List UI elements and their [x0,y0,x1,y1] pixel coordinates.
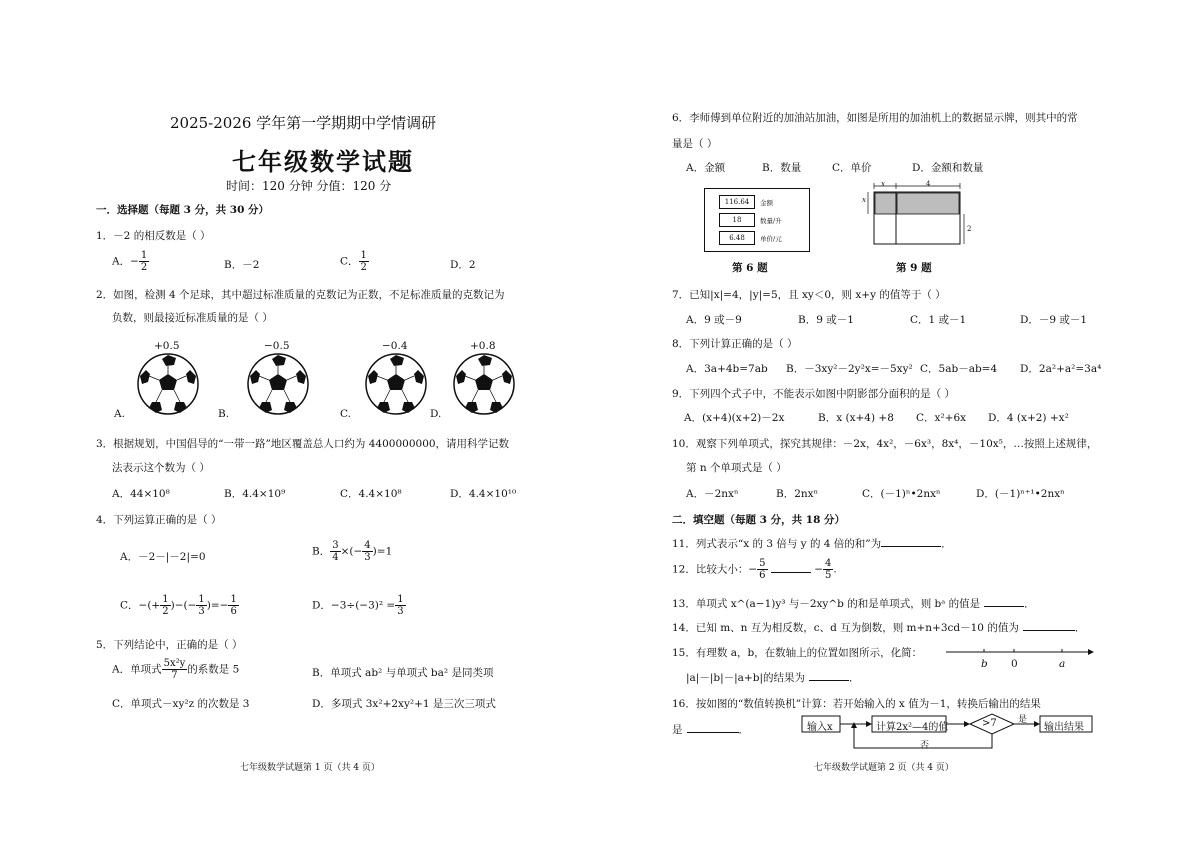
q4-b-mid: ×(− [340,545,363,558]
exam-meta: 时间：120 分钟 分值：120 分 [226,179,392,193]
pump-value-label: 数量/升 [760,216,782,225]
q12-end: . [833,563,837,576]
q4-d-frac [395,594,405,617]
q4-c-frac3 [228,594,238,617]
q6-option-c: C．单价 [832,162,872,174]
q5-a-frac [162,658,188,681]
question-12 [672,558,837,581]
exam-header: 2025-2026 学年第一学期期中学情调研 [170,114,437,132]
q4-option-d [312,594,406,617]
q5-option-c: C．单项式－xy²z 的次数是 3 [112,698,250,710]
fig9-left-x: x [862,196,866,204]
q1-c-fraction [359,250,369,273]
number-line-figure [944,646,1094,666]
pump-display-row [719,231,782,245]
q1-a-minus: − [130,255,139,268]
pump-value-box: 6.48 [719,231,755,245]
ball-option-letter: C. [340,408,351,420]
q1-a-letter: A． [112,255,131,268]
q11-end: ． [941,538,952,550]
frac-num: 1 [198,594,205,605]
answer-blank-14[interactable] [1023,620,1075,631]
pump-value-label: 金额 [760,198,773,207]
frac-den: 4 [332,552,339,563]
q5-option-d: D．多项式 3x²+2xy²+1 是三次三项式 [312,698,496,710]
q8-option-d: D．2a²+a²=3a⁴ [1020,363,1102,375]
q4-b-letter: B． [312,545,331,558]
frac-den: 6 [759,570,766,581]
ball-value-label: +0.8 [470,340,496,352]
q4-c-frac2 [196,594,206,617]
axis-label-b: b [981,658,988,670]
q9-option-d: D．4 (x+2) +x² [988,412,1069,424]
q1-option-b: B．－2 [224,259,260,271]
q11-stem: 11．列式表示“x 的 3 倍与 y 的 4 倍的和”为 [672,538,882,550]
pump-display-row [719,213,782,227]
figure-6-caption: 第 6 题 [732,262,768,274]
soccer-ball-icon [452,352,516,416]
q7-option-a: A．9 或－9 [686,314,742,326]
frac-den: 2 [140,262,148,273]
q12-mid: − [814,563,824,576]
figure-9-rectangle [858,180,968,250]
frac-num: 1 [140,250,148,261]
answer-blank-12[interactable] [771,562,811,573]
pump-value-label: 单价/元 [760,234,782,243]
q16-end: ． [738,724,749,736]
ball-option-letter: B. [218,408,230,420]
q12-prefix: 12．比较大小：− [672,563,758,576]
question-8-stem: 8．下列计算正确的是（ ） [672,338,798,350]
q8-option-c: C．5ab－ab=4 [920,363,998,375]
q3-option-b: B．4.4×10⁹ [224,488,286,500]
section-heading-choice: 一．选择题（每题 3 分，共 30 分） [96,204,270,216]
section-heading-fill: 二．填空题（每题 3 分，共 18 分） [672,514,846,526]
question-16-stem-line1: 16．按如图的“数值转换机”计算：若开始输入的 x 值为－1，转换后输出的结果 [672,698,1041,710]
frac-num: 4 [364,540,371,551]
q5-a-end: 的系数是 5 [187,663,240,676]
page-footer: 七年级数学试题第 1 页（共 4 页） [240,763,380,773]
q5-option-a [112,658,239,681]
q4-c-frac1 [160,594,170,617]
q3-option-a: A．44×10⁸ [112,488,170,500]
q4-b-frac1 [330,540,340,563]
q10-option-c: C．(－1)ⁿ•2nxⁿ [862,488,941,500]
frac-den: 2 [360,262,367,273]
q4-b-end: )=1 [372,545,393,558]
pump-value-box: 18 [719,213,755,227]
q16-stem2: 是 [672,724,683,736]
frac-den: 5 [825,570,832,581]
frac-den: 7 [171,670,178,681]
page-2 [600,0,1200,848]
q1-option-c [340,250,369,273]
soccer-ball-icon [136,352,200,416]
arrow-head-icon [1088,649,1094,655]
answer-blank-15[interactable] [809,670,849,681]
arrow-head-icon [1034,721,1040,727]
pump-display-row [719,195,773,209]
q4-c-end: )=− [206,599,229,612]
ball-value-label: −0.5 [264,340,290,352]
fig9-top-4: 4 [926,180,931,188]
q6-option-a: A．金额 [686,162,726,174]
question-6-stem-line2: 量是（ ） [672,138,718,150]
q10-option-b: B．2nxⁿ [776,488,819,500]
q3-option-c: C．4.4×10⁸ [340,488,402,500]
frac-num: 5x²y [163,658,186,669]
q8-option-a: A．3a+4b=7ab [686,363,768,375]
pump-value-box: 116.64 [719,195,755,209]
frac-num: 3 [332,540,339,551]
question-10-stem-line1: 10．观察下列单项式，探究其规律：－2x，4x²，－6x³，8x⁴，－10x⁵，…按照上述规律， [672,438,1098,450]
answer-blank-13[interactable] [984,596,1024,607]
q4-d-prefix: D．−3÷(−3)² = [312,599,396,612]
question-3-stem-line1: 3．根据规划，中国倡导的“一带一路”地区覆盖总人口约为 4400000000，请用科学记数 [96,438,510,450]
q1-a-fraction [139,250,149,273]
q9-option-c: C．x²+6x [916,412,967,424]
flow-input-label: 输入x [807,722,833,733]
q6-option-d: D．金额和数量 [912,162,984,174]
figure-9-caption: 第 9 题 [896,262,932,274]
arrow-head-icon [866,721,872,727]
ball-value-label: +0.5 [154,340,180,352]
axis-label-a: a [1059,658,1066,670]
frac-num: 1 [360,250,367,261]
ball-option-letter: D. [430,408,442,420]
q14-stem: 14．已知 m、n 互为相反数，c、d 互为倒数，则 m+n+3cd－10 的值为 [672,622,1019,634]
question-7-stem: 7．已知|x|=4，|y|=5，且 xy＜0，则 x+y 的值等于（ ） [672,289,946,301]
q5-a-prefix: A．单项式 [112,663,162,676]
frac-den: 3 [198,606,205,617]
q7-option-d: D．－9 或－1 [1020,314,1088,326]
arrow-head-icon [851,722,857,728]
q7-option-c: C．1 或－1 [910,314,967,326]
frac-num: 5 [759,558,766,569]
question-6-stem-line1: 6．李师傅到单位附近的加油站加油，如图是所用的加油机上的数据显示牌，则其中的常 [672,112,1078,124]
question-15-line2 [686,670,860,685]
answer-blank-11[interactable] [881,536,941,547]
ball-value-label: −0.4 [382,340,408,352]
question-3-stem-line2: 法表示这个数为（ ） [112,462,210,474]
flow-yes-label: 是 [1018,715,1028,725]
q9-option-a: A．(x+4)(x+2)－2x [684,412,785,424]
q4-option-c [120,594,239,617]
q14-end: ． [1074,622,1086,634]
q8-option-b: B．－3xy²－2y²x=－5xy² [786,363,913,375]
q15-stem2: |a|－|b|－|a+b|的结果为 [686,672,805,684]
q12-frac1 [757,558,767,581]
frac-den: 2 [162,606,169,617]
soccer-ball-icon [364,352,428,416]
q1-c-letter: C． [340,255,359,268]
page-title: 七年级数学试题 [232,147,414,176]
question-2-stem-line2: 负数，则最接近标准质量的是（ ） [112,312,273,324]
flow-cond-label: >7 [982,718,997,729]
q12-frac2 [823,558,833,581]
q13-end: ． [1024,598,1035,610]
q4-c-prefix: C．−(+ [120,599,161,612]
fig9-right-2: 2 [967,225,972,233]
ball-option-letter: A. [114,408,125,420]
q4-b-frac2 [362,540,372,563]
q7-option-b: B．9 或－1 [798,314,854,326]
q5-option-b: B．单项式 ab² 与单项式 ba² 是同类项 [312,667,494,679]
question-16-line2 [672,722,749,737]
frac-num: 4 [825,558,832,569]
q9-option-b: B．x (x+4) +8 [818,412,894,424]
shaded-square [875,193,896,214]
q13-stem: 13．单项式 x^(a−1)y³ 与－2xy^b 的和是单项式，则 bᵃ 的值是 [672,598,981,610]
q1-option-a [112,250,149,273]
frac-den: 3 [364,552,371,563]
flow-no-label: 否 [920,741,930,751]
frac-den: 6 [230,606,237,617]
q1-option-d: D．2 [450,259,476,271]
question-4-stem: 4．下列运算正确的是（ ） [96,514,222,526]
question-2-stem-line1: 2．如图，检测 4 个足球，其中超过标准质量的克数记为正数，不足标准质量的克数记为 [96,289,505,301]
flow-calc-label: 计算2x²—4的值 [876,722,949,733]
page-footer: 七年级数学试题第 2 页（共 4 页） [814,763,954,773]
answer-blank-16[interactable] [687,722,739,733]
question-5-stem: 5．下列结论中，正确的是（ ） [96,639,243,651]
q4-option-b [312,540,392,563]
q10-option-a: A．－2nxⁿ [686,488,739,500]
frac-den: 3 [397,606,404,617]
q6-option-b: B．数量 [762,162,802,174]
q3-option-d: D．4.4×10¹⁰ [450,488,517,500]
question-1-stem: 1．－2 的相反数是（ ） [96,230,211,242]
pump-display-figure [704,188,810,252]
frac-num: 1 [162,594,169,605]
flow-output-label: 输出结果 [1044,722,1084,733]
q10-option-d: D．(－1)ⁿ⁺¹•2nxⁿ [976,488,1065,500]
q4-c-mid: )−(− [170,599,197,612]
frac-num: 1 [230,594,237,605]
question-11 [672,536,952,551]
question-14 [672,620,1085,635]
soccer-ball-icon [246,352,310,416]
frac-num: 1 [397,594,404,605]
question-10-stem-line2: 第 n 个单项式是（ ） [686,462,787,474]
question-15-stem-line1: 15．有理数 a，b，在数轴上的位置如图所示，化简： [672,647,923,659]
q15-end: ． [849,672,860,684]
axis-label-zero: 0 [1011,658,1018,670]
shaded-rect [897,193,959,214]
q4-option-a: A．－2－|－2|=0 [120,551,206,563]
fig9-top-x: x [881,180,885,188]
question-9-stem: 9．下列四个式子中，不能表示如图中阴影部分面积的是（ ） [672,388,956,400]
question-13 [672,596,1035,611]
